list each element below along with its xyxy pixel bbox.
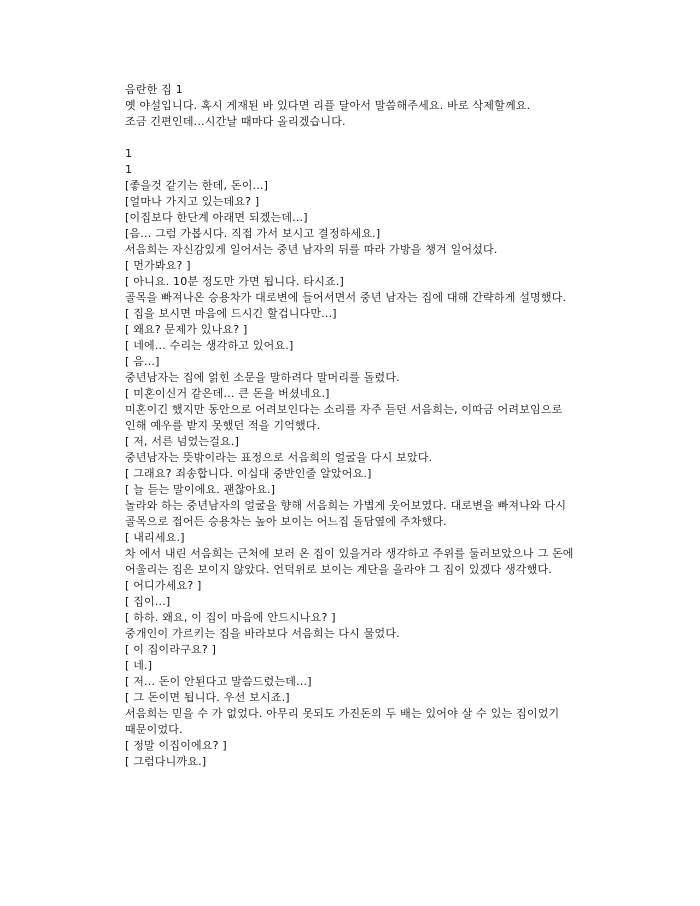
story-line: [ 집이...] (125, 595, 171, 608)
story-line: [ 집을 보시면 마음에 드시긴 할겁니다만...] (125, 307, 337, 320)
story-line: 서음희는 믿을 수 가 없었다. 아무리 못되도 가진돈의 두 배는 있어야 살 수 있는 집이었기 때문이었다. (125, 707, 560, 736)
story-line: [ 그럼다니까요.] (125, 755, 207, 768)
story-line: [음... 그럼 가봅시다. 직접 가서 보시고 결정하세요.] (125, 227, 381, 240)
story-line: [ 이 집이라구요? ] (125, 643, 217, 656)
story-line: [ 네에... 수리는 생각하고 있어요.] (125, 339, 294, 352)
story-line: 중년남자는 집에 얽힌 소문을 말하려다 말머리를 돌렸다. (125, 371, 400, 384)
story-line: [ 미혼이신거 같은데... 큰 돈을 버셨네요.] (125, 387, 330, 400)
story-line: [ 그래요? 죄송합니다. 이십대 중반인줄 알았어요.] (125, 467, 372, 480)
story-line: 서음희는 자신감있게 일어서는 중년 남자의 뒤를 따라 가방을 챙겨 일어섰다. (125, 243, 498, 256)
document-text (125, 82, 585, 770)
document-title: 음란한 집 1 (125, 83, 183, 96)
story-line: 중년남자는 뜻밖이라는 표정으로 서음희의 얼굴을 다시 보았다. (125, 451, 433, 464)
story-line: 미혼이긴 했지만 동안으로 어려보인다는 소리를 자주 듣던 서음희는, 이따금 어려보임으로 인해 예우를 받지 못했던 적을 기억했다. (125, 403, 563, 432)
blank-line (125, 130, 585, 146)
story-line: [ 그 돈이면 됩니다. 우선 보시죠.] (125, 691, 290, 704)
story-line: 차 에서 내린 서음희는 근처에 보러 온 집이 있을거라 생각하고 주위를 둘러보았으나 그 돈에 어울리는 집은 보이지 않았다. 언덕위로 보이는 계단을 올라야 그 집이 있겠다 생각했다. (125, 547, 574, 576)
story-line: [ 내리세요.] (125, 531, 185, 544)
story-line: [ 음...] (125, 355, 160, 368)
story-line: 놀라와 하는 중년남자의 얼굴을 향해 서음희는 가볍게 웃어보였다. 대로변을 빠져나와 다시 골목으로 접어든 승용차는 높아 보이는 어느집 돌담옆에 주차했다. (125, 499, 567, 528)
story-line: [ 아니요. 10분 정도만 가면 됩니다. 타시죠.] (125, 275, 345, 288)
story-line: [ 저... 돈이 안된다고 말씀드렸는데...] (125, 675, 312, 688)
story-line: [ 저, 서른 넘었는걸요.] (125, 435, 240, 448)
story-line: [얼마나 가지고 있는데요? ] (125, 195, 260, 208)
story-line: [ 먼가봐요? ] (125, 259, 191, 272)
section-marker: 1 (125, 147, 133, 160)
author-note: 옛 야설입니다. 혹시 게재된 바 있다면 리플 달아서 말씀해주세요. 바로 삭제할께요. (125, 99, 531, 112)
story-line: [ 어디가세요? ] (125, 579, 202, 592)
story-line: [ 늘 듣는 말이에요. 괜찮아요.] (125, 483, 276, 496)
author-note: 조금 긴편인데...시간날 때마다 올리겠습니다. (125, 115, 346, 128)
story-line: 골목을 빠져나온 승용차가 대로변에 들어서면서 중년 남자는 집에 대해 간략하게 설명했다. (125, 291, 567, 304)
story-line: [이집보다 한단계 아래면 되겠는데...] (125, 211, 308, 224)
story-line: [ 하하. 왜요, 이 집이 마음에 안드시나요? ] (125, 611, 336, 624)
story-line: [ 왜요? 문제가 있나요? ] (125, 323, 248, 336)
story-line: [ 네.] (125, 659, 153, 672)
story-line: [좋을것 같기는 한데, 돈이...] (125, 179, 269, 192)
section-marker: 1 (125, 163, 133, 176)
story-line: [ 정말 이집이에요? ] (125, 739, 227, 752)
story-line: 중개인이 가르키는 집을 바라보다 서음희는 다시 물었다. (125, 627, 400, 640)
